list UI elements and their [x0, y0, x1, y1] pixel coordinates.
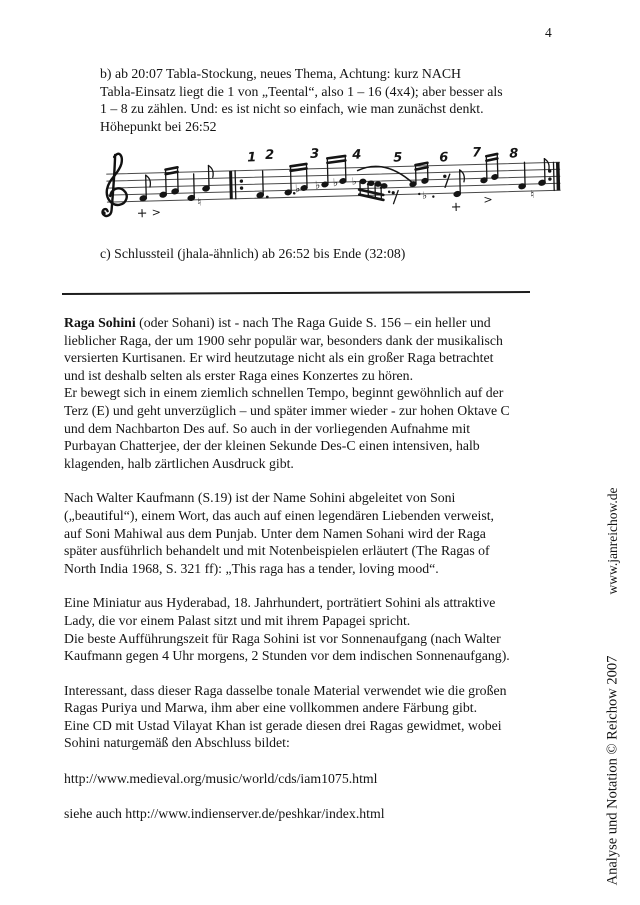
- accent-mark: >: [483, 193, 493, 207]
- text-line: Er bewegt sich in einem ziemlich schnellen Tempo, beginnt gewöhnlich auf der: [64, 385, 504, 401]
- flat-sign: ♭: [294, 182, 301, 196]
- beat-number: 1: [247, 150, 257, 166]
- paragraph-kaufmann: [64, 489, 544, 577]
- text-span: (oder Sohani) ist - nach The Raga Guide S. 156 – ein heller und: [135, 315, 491, 330]
- beat-number: 5: [393, 150, 403, 166]
- article-body: [64, 314, 544, 822]
- music-notation: [93, 147, 567, 239]
- page-number: 4: [545, 25, 552, 40]
- text-line: c) Schlussteil (jhala-ähnlich) ab 26:52 bis Ende (32:08): [100, 246, 406, 261]
- text-line: und ist deshalb selten als erster Raga eines Konzertes zu hören.: [64, 367, 414, 383]
- section-b-notes: [100, 65, 503, 135]
- text-line: Eine Miniatur aus Hyderabad, 18. Jahrhundert, porträtiert Sohini als attraktive: [64, 595, 496, 611]
- text-line: 1 – 8 zu zählen. Und: es ist nicht so einfach, wie man zunächst denkt.: [100, 101, 484, 117]
- text-line: Ragas Puriya und Marwa, ihm aber eine vollkommen andere Färbung gibt.: [64, 700, 478, 716]
- text-line: lieblicher Raga, der um 1900 sehr populär war, besonders dank der musikalisch: [64, 332, 503, 348]
- paragraph-raga-sohini: [64, 314, 544, 472]
- text-line: auf Soni Mahiwal aus dem Punjab. Unter dem Namen Sohani wird der Raga: [64, 525, 486, 541]
- text-line: Interessant, dass dieser Raga dasselbe tonale Material verwendet wie die großen: [64, 682, 507, 698]
- text-line: Terz (E) und geht unverzüglich – und später immer wieder - zur hohen Oktave C: [64, 402, 510, 418]
- paragraph-cd: [64, 682, 544, 752]
- note-group-pickup: [139, 165, 214, 202]
- text-line: b) ab 20:07 Tabla-Stockung, neues Thema, Achtung: kurz NACH: [100, 66, 462, 81]
- beat-number: 2: [265, 147, 275, 164]
- sidebar-website: www.janreichow.de: [605, 487, 620, 595]
- raga-title: Raga Sohini: [64, 315, 136, 330]
- beat-number: 4: [352, 147, 362, 163]
- natural-sign: ♮: [530, 187, 535, 202]
- plus-mark: +: [136, 206, 148, 222]
- flat-sign: ♭: [332, 176, 339, 190]
- note-group-7: [480, 154, 499, 184]
- beat-number: 8: [509, 147, 519, 162]
- paragraph-miniatur: [64, 594, 544, 664]
- text-line: klagenden, halb zärtlichen Ausdruck gibt.: [64, 455, 294, 471]
- text-line: Lady, die vor einem Palast sitzt und mit ihrem Papagei spricht.: [64, 612, 411, 628]
- url-medieval: http://www.medieval.org/music/world/cds/iam1075.html: [64, 771, 378, 787]
- accent-mark: >: [151, 205, 162, 219]
- text-line: Purbayan Chatterjee, der der kleinen Sekunde Des-C einen intensiven, halb: [64, 438, 480, 454]
- text-line: Höhepunkt bei 26:52: [100, 118, 217, 134]
- text-line: und dem Nachbarton Des auf. So auch in der vorliegenden Aufnahme mit: [64, 420, 471, 436]
- text-line: [64, 314, 544, 332]
- text-line: Eine CD mit Ustad Vilayat Khan ist gerade diesen drei Ragas gewidmet, wobei: [64, 717, 502, 733]
- text-line: Sohini naturgemäß den Abschluss bildet:: [64, 735, 290, 751]
- section-c-note: [100, 245, 405, 263]
- url-indienserver: siehe auch http://www.indienserver.de/peshkar/index.html: [64, 805, 385, 821]
- text-line: Kaufmann gegen 4 Uhr morgens, 2 Stunden vor dem indischen Sonnenaufgang).: [64, 648, 510, 664]
- text-line: versierten Kurtisanen. Er wird heutzutage nicht als ein großer Raga betrachtet: [64, 350, 494, 366]
- text-line: („beautiful“), einem Wort, das auch auf einen legendären Liebenden verweist,: [64, 507, 494, 523]
- sidebar-copyright: Analyse und Notation © Reichow 2007: [604, 655, 621, 886]
- note-group-4: [359, 178, 399, 204]
- section-divider: [62, 291, 530, 295]
- natural-sign: ♮: [197, 195, 202, 209]
- beat-number: 3: [309, 147, 320, 162]
- beat-number: 7: [472, 147, 482, 161]
- flat-sign: ♭: [314, 178, 321, 192]
- text-line: North India 1968, S. 321 ff): „This raga has a tender, loving mood“.: [64, 560, 439, 576]
- text-line: Die beste Aufführungszeit für Raga Sohini ist vor Sonnenaufgang (nach Walter: [64, 630, 501, 646]
- flat-sign: ♭: [351, 176, 357, 188]
- note-group-1: [256, 171, 269, 199]
- treble-clef-icon: [100, 154, 127, 217]
- text-line: Tabla-Einsatz liegt die 1 von „Teental“, also 1 – 16 (4x4); aber besser als: [100, 83, 503, 99]
- text-line: Nach Walter Kaufmann (S.19) ist der Name Sohini abgeleitet von Soni: [64, 490, 456, 506]
- flat-sign: ♭: [422, 190, 428, 202]
- plus-mark: +: [450, 199, 462, 216]
- music-notation-figure: [93, 147, 567, 239]
- beat-number: 6: [439, 150, 449, 166]
- text-line: später ausführlich behandelt und mit Notenbeispielen erläutert (The Ragas of: [64, 543, 490, 559]
